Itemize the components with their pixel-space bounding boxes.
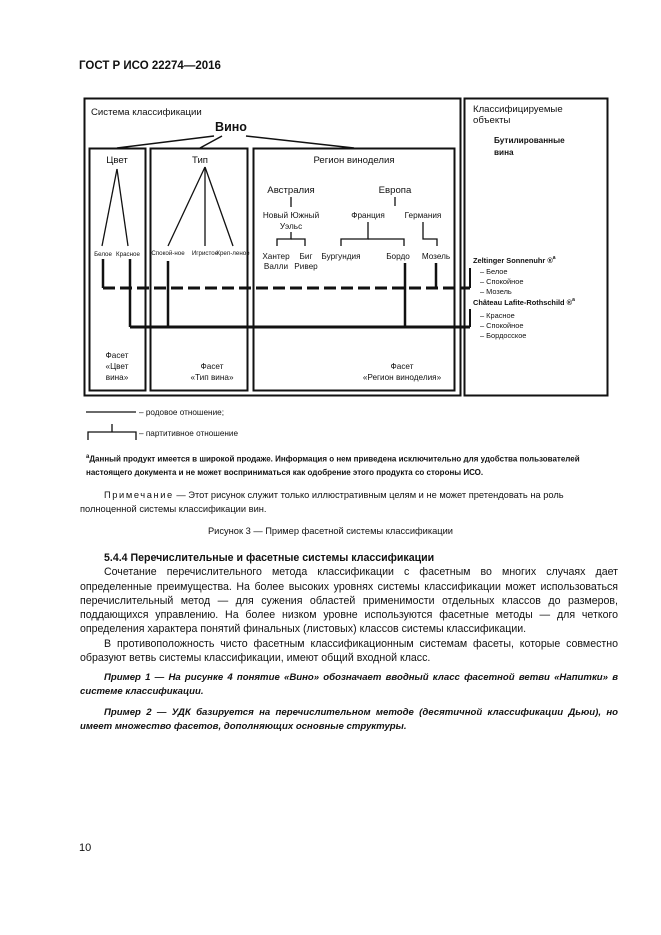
node-france: Франция <box>351 211 385 220</box>
node-europe: Европа <box>378 185 412 196</box>
node-nsw: Новый Южный <box>262 211 320 220</box>
node-hunter-2: Валли <box>263 262 289 271</box>
paragraph-2: В противоположность чисто фасетным классификационным системам фасеты, которые совместно образуют ветвь системы классификации, имеют общий входной класс. <box>80 637 618 665</box>
classification-system-box <box>85 99 461 396</box>
region-facet-label: Фасет <box>390 362 414 371</box>
page-number: 10 <box>79 842 92 854</box>
leaf-white: Белое <box>94 251 112 258</box>
type-facet-title: Тип <box>192 155 208 166</box>
bottled-wines-2: вина <box>494 148 514 157</box>
facet-classification-figure <box>0 0 661 450</box>
node-australia: Австралия <box>267 185 315 196</box>
example-1: Пример 1 — На рисунке 4 понятие «Вино» обозначает вводный класс фасетной ветви «Напитки» в системе классификации. <box>80 672 618 698</box>
node-germany: Германия <box>404 211 442 220</box>
figure-caption: Рисунок 3 — Пример фасетной системы классификации <box>207 526 454 536</box>
paragraph-1: Сочетание перечислительного метода классификации с фасетным во многих случаях дает определенные преимущества. На более высоких уровнях системы классификации может использоваться перечислительный метод — для сужения областей применимости отдельных классов до размеров, поддающихся управлению. На более низком уровне используются фасетные методы — для четкого определения характера понятий финальных (листовых) классов системы классификации. <box>80 566 618 636</box>
document-header: ГОСТ Р ИСО 22274—2016 <box>79 60 221 72</box>
type-facet-label: Фасет <box>200 362 224 371</box>
legend-partitive-line <box>88 432 136 440</box>
leaf-fortified: Креп-леное <box>216 250 250 257</box>
section-heading: 5.4.4 Перечислительные и фасетные системы классификации <box>104 552 435 564</box>
bottled-wines: Бутилированные <box>494 136 565 145</box>
product-lafite: Château Lafite-Rothschild ®$^а$ <box>473 297 575 307</box>
legend-partitive: – партитивное отношение <box>139 429 239 438</box>
legend-generic: – родовое отношение; <box>139 408 224 417</box>
node-bordeaux: Бордо <box>386 252 410 261</box>
leaf-red: Красное <box>116 251 140 258</box>
product1-attr-white: – Белое <box>480 267 508 276</box>
color-facet-title: Цвет <box>106 155 128 166</box>
example-2: Пример 2 — УДК базируется на перечислительном методе (десятичной классификации Дьюи), но имеет множество фасетов, дополняющих основные структуры. <box>80 707 618 733</box>
classified-title-2: объекты <box>473 115 511 126</box>
classified-title: Классифицируемые <box>473 104 563 115</box>
product2-attr-still: – Спокойное <box>480 321 524 330</box>
type-facet-label-2: «Тип вина» <box>190 373 234 382</box>
product-zeltinger: Zeltinger Sonnenuhr ®$^а$ <box>473 255 556 265</box>
region-facet-title: Регион виноделия <box>313 155 395 166</box>
node-hunter: Хантер <box>262 252 290 261</box>
root-node: Вино <box>215 120 247 134</box>
node-burgundy: Бургундия <box>321 252 361 261</box>
node-big-2: Ривер <box>294 262 318 271</box>
product1-attr-still: – Спокойное <box>480 277 524 286</box>
product1-attr-mosel: – Мозель <box>480 287 512 296</box>
color-facet-label-2: «Цвет <box>105 362 129 371</box>
region-facet-label-2: «Регион виноделия» <box>362 373 442 382</box>
color-facet-label: Фасет <box>105 351 129 360</box>
leaf-sparkling: Игристое <box>191 250 219 257</box>
color-facet-label-3: вина» <box>105 373 129 382</box>
footnote: $^а$Данный продукт имеется в широкой продаже. Информация о нем приведена исключительно для удобства пользователей настоящего документа и не может восприниматься как одобрение этого продукта со стороны ИСО. <box>86 454 580 477</box>
product2-attr-bordeaux: – Бордосское <box>480 331 527 340</box>
product2-attr-red: – Красное <box>480 311 515 320</box>
node-mosel: Мозель <box>421 252 451 261</box>
type-facet-box <box>151 149 248 391</box>
node-nsw-2: Уэльс <box>279 222 303 231</box>
figure-note: Примечание — Этот рисунок служит только иллюстративным целям и не может претендовать на роль полноценной системы классификации вин. <box>80 490 564 514</box>
section-body <box>80 551 618 734</box>
leaf-still: Спокой-ное <box>151 250 185 257</box>
node-big: Биг <box>299 252 313 261</box>
system-label: Система классификации <box>91 107 202 118</box>
